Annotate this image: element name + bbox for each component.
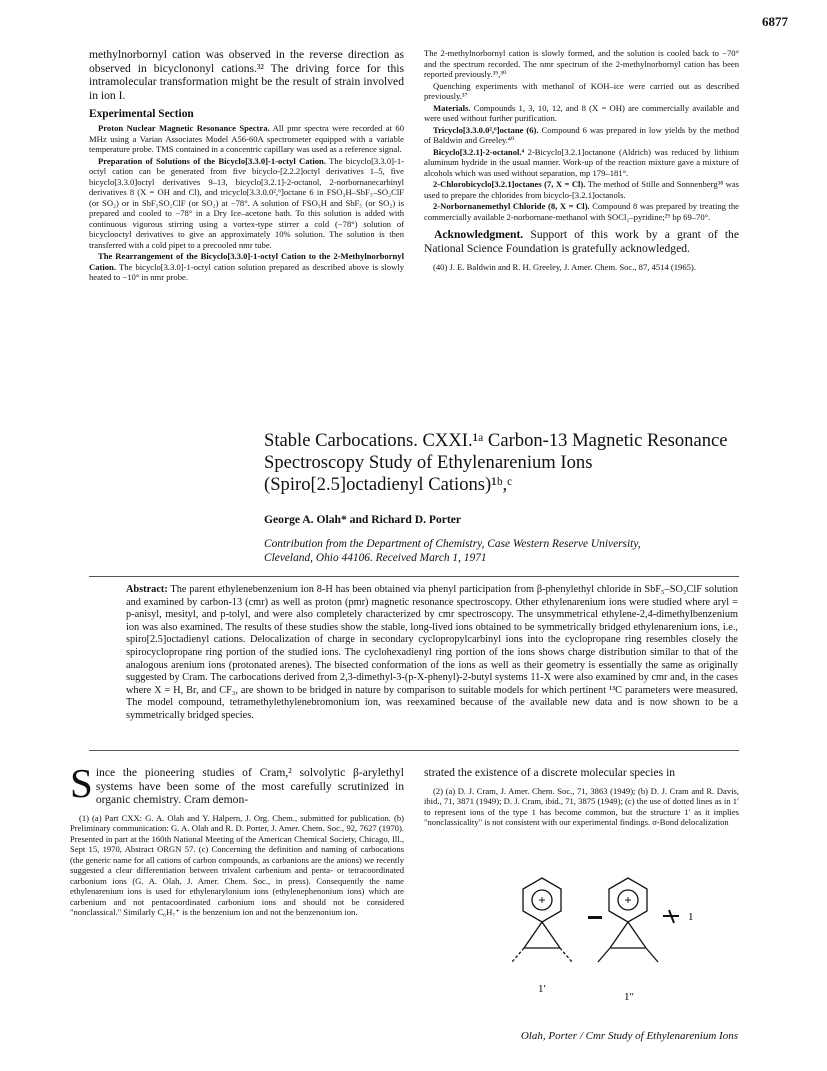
intro-right-body: strated the existence of a discrete molecular species in: [424, 766, 676, 779]
footnote-2-text: (2) (a) D. J. Cram, J. Amer. Chem. Soc., 71, 3863 (1949); (b) D. J. Cram and R. Davis, ibid., 71, 3871 (1949); D. J. Cram, ibid., 71, 3875 (1949); (c) the use of dotted lines as in 1′ to represent ions of the type 1 has become common, but the structure 1′ as it implies "nonclassicality" is not consistent with our experimental findings. σ-Bond delocalization: [424, 785, 739, 828]
right-experimental-text: [424, 48, 739, 222]
title-line-2: Spectroscopy Study of Ethylenarenium Ions: [264, 452, 593, 473]
rearrangement-body: The bicyclo[3.3.0]-1-octyl cation solution prepared as described above is slowly heated to −10° in nmr probe.: [89, 261, 404, 283]
experimental-text: [89, 123, 404, 283]
not-equal-sign: [663, 910, 679, 923]
norbornanemethyl-body: Compound 8 was prepared by treating the commercially available 2-norbornane-methanol with SOCl₂–pyridine;²⁹ bp 69–70°.: [424, 201, 739, 222]
cation-formed-text: The 2-methylnorbornyl cation is slowly formed, and the solution is cooled back to −70° and the spectrum recorded. The nmr spectrum of the 2-methylnorbornyl cation has been reported previously.³⁹,³⁰: [424, 48, 739, 79]
structure-1-double-prime: [598, 878, 658, 962]
bicyclo-octanol-heading: Bicyclo[3.2.1]-2-octanol.⁴: [433, 146, 525, 157]
intro-right-column: [424, 766, 739, 829]
article-title: [264, 430, 744, 496]
abstract: [126, 584, 738, 723]
intro-right-text: [424, 766, 739, 780]
intro-text: methylnorbornyl cation was observed in the reverse direction as observed in bicyclononyl cations.³² The driving force for this intramolecular transformation might be the result of strain involved in ion I.: [89, 48, 404, 102]
intro-left-text: [70, 760, 404, 807]
label-1: 1: [688, 911, 694, 923]
intro-paragraph: [89, 48, 404, 102]
pmr-heading: Proton Nuclear Magnetic Resonance Spectra.: [98, 123, 270, 134]
left-top-column: [89, 48, 404, 284]
plus-sign-1: +: [538, 893, 546, 907]
materials-body: Compounds 1, 3, 10, 12, and 8 (X = OH) are commercially available and were used without further purification.: [424, 102, 739, 123]
title-line-1: Stable Carbocations. CXXI.¹ᵃ Carbon-13 Magnetic Resonance: [264, 430, 728, 451]
page-footer: Olah, Porter / Cmr Study of Ethylenarenium Ions: [520, 1030, 738, 1042]
prep-body: The bicyclo[3.3.0]-1-octyl cation can be generated from five bicyclo-[2.2.2]octyl derivatives 1–5, five bicyclo[3.3.0]octyl derivatives 9–13, bicyclo[3.2.1]-2-octanol, 2-norbornanecarbinyl derivatives 8 (X = OH and Cl), and tricyclo[3.3.0.0²,⁶]octane 6 in FSO₃H–SbF₅–SO₂ClF (or SO₂) or in SbF₅SO₂ClF (or SO₂) at −78°. A solution of FSO₃H and SbF₅ (or SO₂) is prepared and cooled to −78° in a Dry Ice–acetone bath. To this solution is added with continuous vigorous stirring using a vortex-type stirrer a cold (−78°) solution of bicyclooctyl derivatives to give an approximately 10% solution. The solution is then transferred with a cold pipet to a precooled nmr tube.: [89, 155, 405, 250]
footnote-1: [70, 813, 404, 918]
abstract-label: Abstract:: [126, 584, 168, 595]
experimental-heading: Experimental Section: [89, 108, 194, 121]
chlorobicyclo-heading: 2-Chlorobicyclo[3.2.1]octanes (7, X = Cl).: [433, 179, 586, 189]
norbornanemethyl-heading: 2-Norbornanemethyl Chloride (8, X = Cl).: [433, 201, 590, 211]
tricyclo-body: Compound 6 was prepared in low yields by the method of Baldwin and Greeley.⁴⁰: [424, 124, 740, 145]
authors: George A. Olah* and Richard D. Porter: [264, 513, 462, 526]
rule-below-abstract: [89, 750, 739, 751]
ref-40: [424, 262, 739, 273]
pmr-body: All pmr spectra were recorded at 60 MHz using a Varian Associates Model A56-60A spectrometer equipped with a variable temperature probe. TMS contained in a concentric capillary was used as a reference signal.: [89, 123, 404, 155]
materials-heading: Materials.: [433, 102, 471, 113]
rearrangement-heading: The Rearrangement of the Bicyclo[3.3.0]-1-octyl Cation to the 2-Methylnorbornyl Cation.: [89, 251, 404, 272]
label-1-prime: 1′: [538, 983, 546, 995]
acknowledgment: [424, 228, 739, 255]
structure-figure: [500, 872, 700, 1002]
equals-bar-1: [588, 916, 602, 919]
ref-40-text: (40) J. E. Baldwin and R. H. Greeley, J. Amer. Chem. Soc., 87, 4514 (1965).: [433, 262, 696, 273]
intro-left-body: ince the pioneering studies of Cram,² solvolytic β-arylethyl systems have been some of the most carefully scrutinized in organic chemistry. Cram demon-: [95, 766, 404, 807]
chlorobicyclo-body: The method of Stille and Sonnenberg³⁸ was used to prepare the chlorides from bicyclo-[3.2.1]octanols.: [424, 179, 739, 200]
rule-above-abstract: [89, 576, 739, 577]
footnote-1-text: (1) (a) Part CXX: G. A. Olah and Y. Halpern, J. Org. Chem., submitted for publication. (b) Preliminary communication: G. A. Olah and R. D. Porter, J. Amer. Chem. Soc., 92, 7627 (1970). Presented in part at the 160th National Meeting of the American Chemical Society, Chicago, Ill., Sept 15, 1970, Abstract ORGN 57. (c) Concerning the definition and naming of carbocations (the generic name for all cations of carbon compounds, as carbanions are the anions) we recently suggested a clear differentiation between trivalent carbenium and penta- or tetracoordinated carbonium ions (G. A. Olah, J. Amer. Chem. Soc., in press). Consequently the name ethylenarenium ions is used for ethylenarylonium ions (ethylenephenonium ions) which are carbenium and not pentacoordinated carbonium ions and should not be considered "nonclassical." Similarly C₆H₇⁺ is the benzenium ion and not the benzenonium ion.: [70, 812, 404, 918]
ack-heading: Acknowledgment.: [434, 228, 524, 241]
page-number: 6877: [762, 14, 788, 29]
abstract-body: The parent ethylenebenzenium ion 8-H has been obtained via phenyl participation from β-phenylethyl chloride in SbF₅–SO₂ClF solution and examined by carbon-13 (cmr) as well as proton (pmr) magnetic resonance spectroscopy. Other ethylenarenium ions were studied where aryl = p-anisyl, mesityl, and p-tolyl, and were also completely characterized by cmr spectroscopy. The unsymmetrical ethylene-2,4-dimethylbenzenium ion was also examined. The results of these studies show the stable, long-lived ions obtained to be symmetrically bridged ethylenarenium ions, i.e., spiro[2.5]octadienyl cations. Delocalization of charge in secondary cyclopropylcarbinyl ions into the cyclopropane ring resembles closely the spirocyclopropane ring portion of the studied ions. The cyclohexadienyl ring portion of the ions shows charge distribution similar to that of the analogous arenium ions (protonated arenes). The bisected conformation of the ions as well as their geometry is essentially the same as originally suggested by Cram. The carbocations derived from 2,3-dimethyl-3-(p-X-phenyl)-2-butyl systems 11-X were also examined by cmr and, in the cases where X = H, Br, and CF₃, are shown to be bridged in nature by comparison to suitable models for which pertinent ¹³C parameters were measured. The model compound, tetramethylethylenebromonium ion, was reexamined because of the available new data and is now shown to be a symmetrically bridged species.: [126, 584, 738, 721]
structure-1-prime: [512, 878, 572, 962]
title-line-3: (Spiro[2.5]octadienyl Cations)¹ᵇ,ᶜ: [264, 474, 512, 495]
bicyclo-octanol-body: 2-Bicyclo[3.2.1]octanone (Aldrich) was reduced by lithium aluminum hydride in the usual manner. Work-up of the reaction mixture gave a mixture of alcohols which was used without separation, mp 179–181°.: [424, 146, 739, 178]
contribution: [264, 537, 754, 565]
drop-cap: S: [70, 760, 93, 806]
contrib-line-1: Contribution from the Department of Chemistry, Case Western Reserve University,: [264, 538, 641, 550]
ack-body: Support of this work by a grant of the National Science Foundation is gratefully acknowledged.: [424, 228, 739, 255]
intro-left-column: [70, 760, 404, 919]
right-top-column: [424, 48, 739, 274]
plus-sign-2: +: [624, 893, 632, 907]
tricyclo-heading: Tricyclo[3.3.0.0²,⁶]octane (6).: [433, 124, 539, 135]
footnote-2: [424, 786, 739, 828]
label-1-double-prime: 1″: [624, 991, 635, 1002]
contrib-line-2: Cleveland, Ohio 44106. Received March 1, 1971: [264, 552, 487, 564]
quench-text: Quenching experiments with methanol of KOH–ice were carried out as described previously.³⁷: [424, 80, 739, 101]
prep-heading: Preparation of Solutions of the Bicyclo[3.3.0]-1-octyl Cation.: [98, 155, 326, 166]
